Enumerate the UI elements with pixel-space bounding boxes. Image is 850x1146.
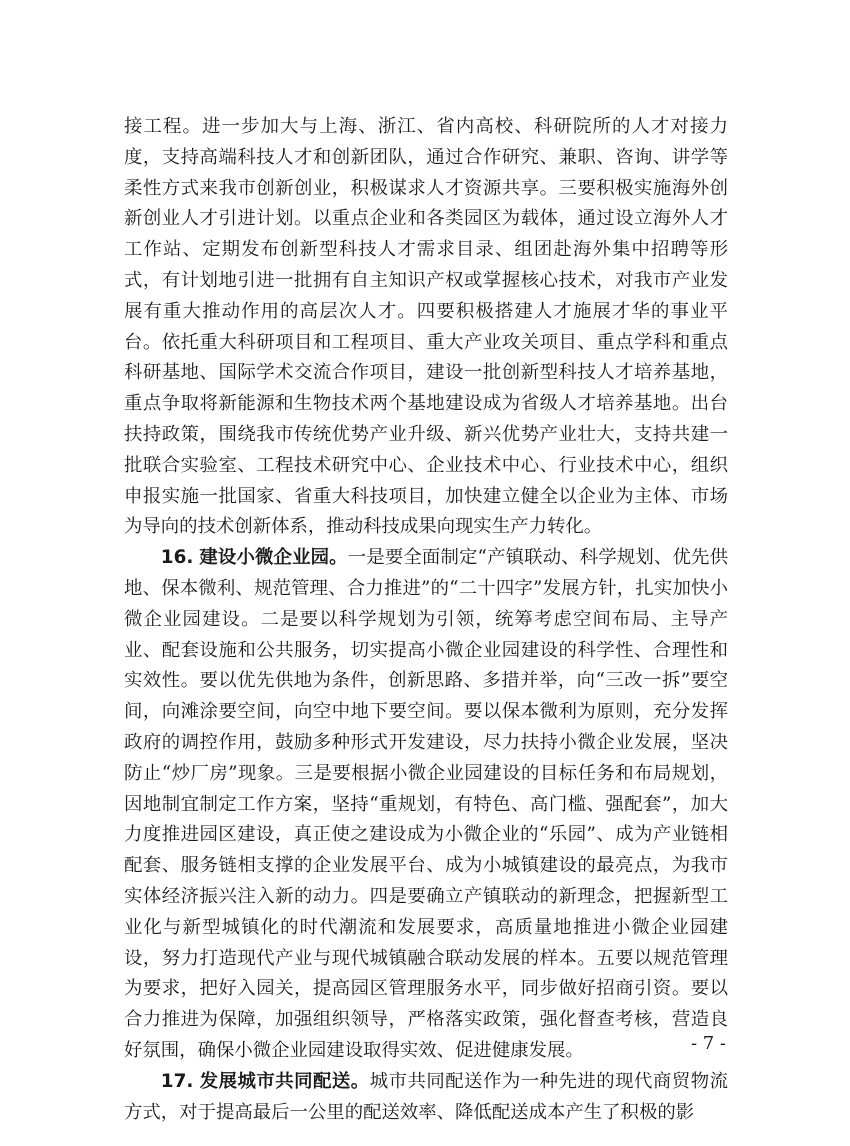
section-17-body: 城市共同配送作为一种先进的现代商贸物流方式，对于提高最后一公里的配送效率、降低配送成本产生了积极的影: [124, 1070, 728, 1123]
section-17-heading: 发展城市共同配送。: [199, 1070, 370, 1092]
section-16-paragraph: [124, 543, 728, 1067]
page-number: - 7 -: [690, 1033, 726, 1054]
document-body: [124, 112, 728, 1128]
section-16-body: 一是要全面制定“产镇联动、科学规划、优先供地、保本微利、规范管理、合力推进”的“二十四字”发展方针，扎实加快小微企业园建设。二是要以科学规划为引领，统筹考虑空间布局、主导产业、配套设施和公共服务，切实提高小微企业园建设的科学性、合理性和实效性。要以优先供地为条件，创新思路、多措并举，向“三改一拆”要空间，向滩涂要空间，向空中地下要空间。要以保本微利为原则，充分发挥政府的调控作用，鼓励多种形式开发建设，尽力扶持小微企业发展，坚决防止“炒厂房”现象。三是要根据小微企业园建设的目标任务和布局规划，因地制宜制定工作方案，坚持“重规划，有特色、高门槛、强配套”，加大力度推进园区建设，真正使之建设成为小微企业的“乐园”、成为产业链相配套、服务链相支撑的企业发展平台、成为小城镇建设的最亮点，为我市实体经济振兴注入新的动力。四是要确立产镇联动的新理念，把握新型工业化与新型城镇化的时代潮流和发展要求，高质量地推进小微企业园建设，努力打造现代产业与现代城镇融合联动发展的样本。五要以规范管理为要求，把好入园关，提高园区管理服务水平，同步做好招商引资。要以合力推进为保障，加强组织领导，严格落实政策，强化督查考核，营造良好氛围，确保小微企业园建设取得实效、促进健康发展。: [124, 547, 728, 1061]
section-17-paragraph: [124, 1067, 728, 1129]
section-17-number: 17.: [160, 1070, 194, 1092]
continuation-paragraph: 接工程。进一步加大与上海、浙江、省内高校、科研院所的人才对接力度，支持高端科技人才和创新团队，通过合作研究、兼职、咨询、讲学等柔性方式来我市创新创业，积极谋求人才资源共享。三要积极实施海外创新创业人才引进计划。以重点企业和各类园区为载体，通过设立海外人才工作站、定期发布创新型科技人才需求目录、组团赴海外集中招聘等形式，有计划地引进一批拥有自主知识产权或掌握核心技术，对我市产业发展有重大推动作用的高层次人才。四要积极搭建人才施展才华的事业平台。依托重大科研项目和工程项目、重大产业攻关项目、重点学科和重点科研基地、国际学术交流合作项目，建设一批创新型科技人才培养基地，重点争取将新能源和生物技术两个基地建设成为省级人才培养基地。出台扶持政策，围绕我市传统优势产业升级、新兴优势产业壮大，支持共建一批联合实验室、工程技术研究中心、企业技术中心、行业技术中心，组织申报实施一批国家、省重大科技项目，加快建立健全以企业为主体、市场为导向的技术创新体系，推动科技成果向现实生产力转化。: [124, 116, 728, 538]
section-16-heading: 建设小微企业园。: [199, 547, 348, 569]
section-16-number: 16.: [160, 547, 194, 569]
